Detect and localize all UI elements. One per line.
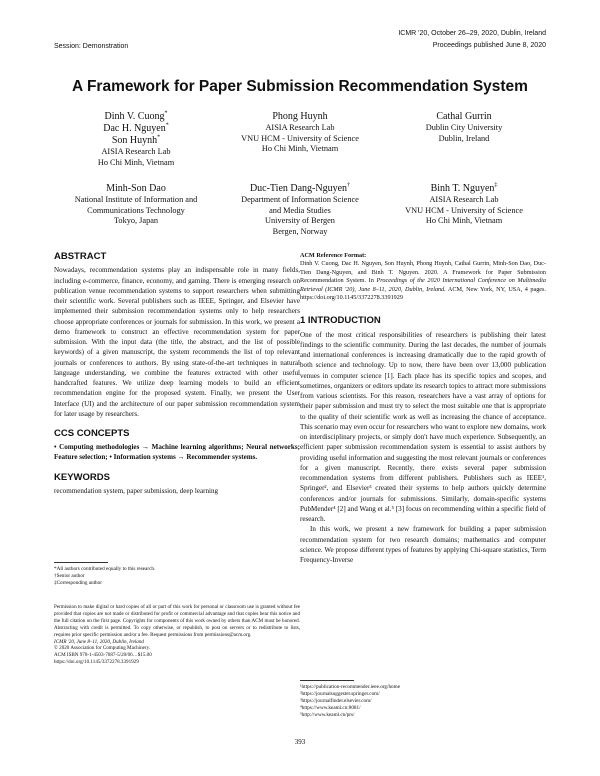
acm-reference-authors: Dinh V. Cuong, Dac H. Nguyen, Son Huynh, Phong Huynh, Cathal Gurrin, Minh-Son Dao, Duc-Tien Dang-Nguyen, and Binh T. Nguyen. 2020. A Framework for Paper Submission Recommendation System. In (300, 260, 546, 285)
footnote-senior-author: †Senior author (54, 573, 85, 579)
left-footnotes (54, 562, 300, 587)
author-name-text: Phong Huynh (272, 111, 328, 122)
running-header-venue (398, 28, 546, 52)
right-column (300, 252, 546, 565)
author-name-text: Binh T. Nguyen (430, 183, 495, 194)
author-name (218, 183, 382, 195)
author-affiliation: Department of Information Science (241, 195, 359, 204)
author-card (382, 183, 546, 227)
running-header-published: Proceedings published June 8, 2020 (432, 42, 546, 49)
right-footnotes (300, 680, 546, 719)
author-card (54, 111, 218, 168)
footnote-springer-url[interactable]: ²https://journalsuggester.springer.com/ (300, 691, 380, 697)
ccs-heading: CCS CONCEPTS (54, 428, 130, 439)
author-affiliation: National Institute of Information and (74, 195, 198, 204)
copyright-line: © 2020 Association for Computing Machinery. (54, 645, 151, 652)
abstract-heading: ABSTRACT (54, 251, 107, 262)
author-affiliation: AISIA Research Lab (101, 147, 171, 156)
author-name (382, 111, 546, 123)
footnote-rule-right (300, 680, 354, 681)
footnote-wang-url[interactable]: ⁵http://www.keaml.cn/prs/ (300, 712, 355, 718)
author-mark: * (164, 110, 168, 117)
author-affiliation: AISIA Research Lab (265, 123, 335, 132)
acm-reference-proceedings: Proceedings of the 2020 International Conference on Multimedia Retrieval (ICMR '20), June 8–11, 2020, Dublin, Ireland. (300, 277, 546, 293)
author-name (54, 123, 218, 135)
author-name-text: Son Huynh (111, 135, 158, 146)
running-header-conference: ICMR '20, October 26–29, 2020, Dublin, Ireland (398, 30, 546, 37)
footnote-elsevier-url[interactable]: ³https://journalfinder.elsevier.com/ (300, 698, 372, 704)
footnote-corresponding-author: ‡Corresponding author (54, 580, 102, 586)
author-card (382, 111, 546, 144)
author-card (218, 111, 382, 155)
introduction-paragraph-2: In this work, we present a new framework for building a paper submission recommendation system for two research domains; mathematics and computer science. We propose different types of features by applying Chi-square statistics, Term Frequency-Inverse (300, 525, 546, 565)
introduction-paragraph-1: One of the most critical responsibilities of researchers is publishing their latest findings to the scientific community. During the last decades, the number of journals and international conferences is increasing dramatically due to the rapid growth of both science and technology. Up to now, there have been over 13,000 publication venues in computer science [1]. Each place has its specific topics and scopes, and sometimes, organizers or editors update its research topics to attract more submissions from various scientists. For this reason, researchers have a vast array of options for their paper submission and must try to select the most suitable one that is appropriate to the quality of their scientific work as well as increasing the chance of acceptance. This scenario may even occur for researchers who want to explore new domains, work on interdisciplinary projects, or simply don't have much experience. Subsequently, an efficient paper submission recommendation system is essential to assist authors by providing useful information and suggesting the most relevant journals or conferences for a given manuscript. Recently, there exists several paper submission recommendation systems from different publishers. Publishers such as IEEE¹, Springer², and Elsevier³ created their systems to help authors quickly determine conferences and/or journals for submissions. Similarly, domain-specific systems PubMender⁴ [2] and Wang et al.⁵ [3] focus on recommending within a specific field of research. (300, 330, 546, 524)
author-affiliation: Dublin, Ireland (438, 133, 490, 143)
acm-reference-heading: ACM Reference Format: (300, 252, 367, 259)
footnote-equal-contribution: *All authors contributed equally to this research. (54, 566, 156, 572)
author-affiliation: Communications Technology (87, 205, 185, 215)
running-header-session: Session: Demonstration (54, 43, 129, 50)
author-affiliation: Ho Chi Minh, Vietnam (97, 157, 175, 167)
page-number: 393 (294, 738, 306, 746)
venue-line-text: ICMR '20, June 8–11, 2020, Dublin, Ireland (54, 638, 144, 645)
author-name (54, 135, 218, 147)
author-name (218, 111, 382, 123)
acm-reference-text (300, 260, 546, 302)
author-card (54, 183, 218, 227)
author-affiliation: University of Bergen (265, 216, 335, 225)
abstract-text: Nowadays, recommendation systems play an indispensable role in many fields, including e-commerce, finance, economy, and gaming. There is emerging research on publication venue recommendation systems to support researchers when submitting their scientific work. Several publishers such as IEEE, Springer, and Elsevier have implemented their submission recommendation systems only to help researchers choose appropriate conferences or journals for submission. In this work, we present a demo framework to construct an effective recommendation system for paper submission. With the input data (the title, the abstract, and the list of possible keywords) of a given manuscript, the system recommends the list of top relevant journals or conferences to authors. By using state-of-the-art techniques in natural language understanding, we combine the features extracted with other useful handcrafted features. We utilize deep learning models to build an efficient recommendation engine for the proposed system. Finally, we present the User Interface (UI) and the architecture of our paper submission recommendation system for later usage by researchers. (54, 266, 300, 418)
author-affiliation: AISIA Research Lab (429, 195, 499, 204)
author-card (218, 183, 382, 237)
author-mark: ‡ (494, 182, 498, 189)
left-column (54, 252, 300, 496)
introduction-heading: 1 INTRODUCTION (300, 315, 381, 327)
author-name-text: Dinh V. Cuong (104, 111, 165, 122)
keywords-heading: KEYWORDS (54, 471, 110, 483)
footnote-ieee-url[interactable]: ¹https://publication-recommender.ieee.org/home (300, 684, 400, 690)
author-name (54, 183, 218, 195)
permission-text: Permission to make digital or hard copies of all or part of this work for personal or classroom use is granted without fee provided that copies are not made or distributed for profit or commercial advantage and that copies bear this notice and the full citation on the first page. Copyrights for components of this work owned by others than ACM must be honored. Abstracting with credit is permitted. To copy otherwise, or republish, to post on servers or to redistribute to lists, requires prior specific permission and/or a fee. Request permissions from permissions@acm.org. (54, 604, 300, 638)
author-mark: * (157, 134, 161, 141)
footnote-rule (54, 562, 108, 563)
author-affiliation: Dublin City University (425, 123, 503, 132)
author-affiliation: Bergen, Norway (272, 226, 328, 236)
acm-reference-tail: ACM, New York, NY, USA, 4 pages. https://doi.org/10.1145/3372278.3391929 (300, 285, 546, 302)
author-name-text: Minh-Son Dao (106, 183, 166, 194)
author-name-text: Duc-Tien Dang-Nguyen (249, 183, 348, 194)
author-name-text: Cathal Gurrin (436, 111, 492, 122)
footnote-pubmender-url[interactable]: ⁴https://www.keaml.cn:8081/ (300, 705, 361, 711)
isbn-line: ACM ISBN 978-1-4503-7087-5/20/06…$15.00 (54, 652, 152, 659)
author-affiliation: Ho Chi Minh, Vietnam (425, 216, 503, 225)
author-mark: † (347, 182, 351, 189)
permission-block (54, 604, 300, 666)
author-mark: * (165, 122, 169, 129)
author-affiliation: Ho Chi Minh, Vietnam (261, 144, 339, 153)
paper-title: A Framework for Paper Submission Recommendation System (72, 78, 528, 95)
author-affiliation: VNU HCM - University of Science (405, 205, 523, 215)
author-name (54, 111, 218, 123)
author-affiliation: VNU HCM - University of Science (241, 133, 359, 143)
ccs-text: • Computing methodologies → Machine learning algorithms; Neural networks; Feature selection; • Information systems → Recommender systems. (54, 443, 300, 462)
author-affiliation: and Media Studies (269, 205, 331, 215)
author-name (382, 183, 546, 195)
author-name-text: Dac H. Nguyen (103, 123, 166, 134)
doi-link[interactable]: https://doi.org/10.1145/3372278.3391929 (54, 659, 139, 666)
author-affiliation: Tokyo, Japan (113, 216, 159, 225)
keywords-text: recommendation system, paper submission, deep learning (54, 486, 219, 495)
